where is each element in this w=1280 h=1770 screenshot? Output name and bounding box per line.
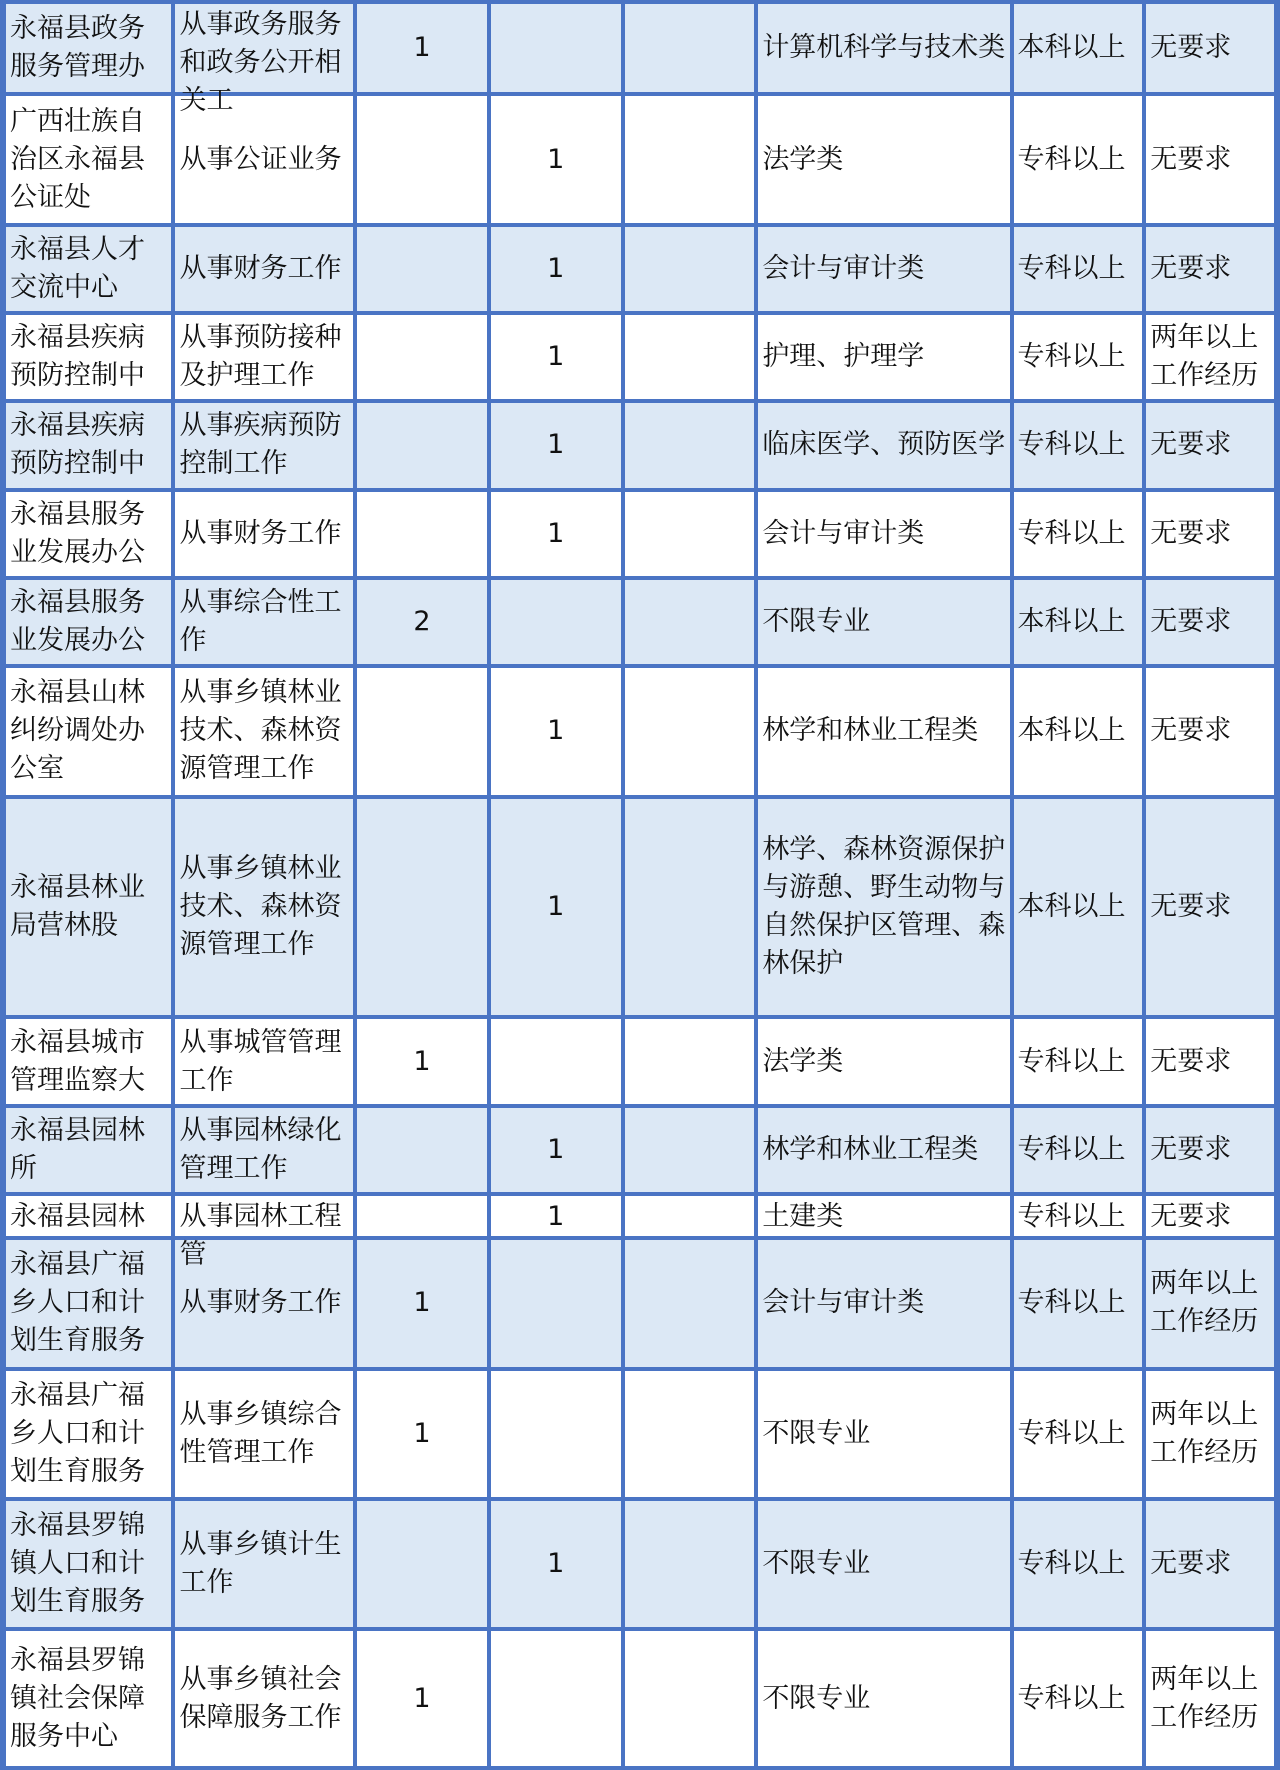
cell-education-text: 专科以上 bbox=[1017, 341, 1126, 373]
table-row bbox=[4, 1369, 1276, 1499]
cell-count-b bbox=[489, 1238, 623, 1368]
cell-experience bbox=[1144, 313, 1276, 401]
cell-count-a bbox=[355, 1194, 489, 1238]
cell-unit bbox=[4, 578, 173, 666]
cell-education-text: 本科以上 bbox=[1017, 715, 1126, 747]
cell-duty-text: 从事乡镇社会保障服务工作 bbox=[179, 1663, 342, 1733]
cell-unit-text: 永福县林业局营林股 bbox=[10, 872, 145, 942]
cell-count-b bbox=[489, 2, 623, 94]
cell-count-a bbox=[355, 797, 489, 1018]
cell-count-c bbox=[623, 1238, 757, 1368]
cell-experience-text: 无要求 bbox=[1150, 1133, 1232, 1165]
cell-education-text: 本科以上 bbox=[1017, 606, 1126, 638]
cell-major-text: 法学类 bbox=[762, 1045, 844, 1077]
cell-count-b bbox=[489, 797, 623, 1018]
cell-major bbox=[756, 666, 1011, 796]
cell-major bbox=[756, 1194, 1011, 1238]
cell-major bbox=[756, 1106, 1011, 1194]
cell-count-b bbox=[489, 1106, 623, 1194]
cell-experience bbox=[1144, 1369, 1276, 1499]
table-row bbox=[4, 401, 1276, 489]
cell-count-c bbox=[623, 490, 757, 578]
cell-unit-text: 永福县园林所 bbox=[10, 1114, 145, 1184]
cell-count-c bbox=[623, 313, 757, 401]
cell-unit bbox=[4, 313, 173, 401]
cell-education bbox=[1012, 2, 1145, 94]
cell-education bbox=[1012, 490, 1145, 578]
cell-major bbox=[756, 797, 1011, 1018]
cell-experience bbox=[1144, 1106, 1276, 1194]
cell-unit bbox=[4, 1106, 173, 1194]
cell-duty-text: 从事乡镇计生工作 bbox=[179, 1529, 342, 1599]
cell-count-a-text: 1 bbox=[413, 1417, 431, 1449]
cell-major bbox=[756, 2, 1011, 94]
cell-duty bbox=[173, 1369, 355, 1499]
cell-duty-text: 从事乡镇综合性管理工作 bbox=[179, 1398, 342, 1468]
cell-count-a bbox=[355, 401, 489, 489]
cell-count-c bbox=[623, 94, 757, 224]
cell-experience-text: 无要求 bbox=[1150, 891, 1232, 923]
cell-count-a bbox=[355, 2, 489, 94]
cell-major-text: 林学和林业工程类 bbox=[762, 1133, 979, 1165]
cell-duty bbox=[173, 797, 355, 1018]
cell-count-c bbox=[623, 1629, 757, 1768]
cell-education bbox=[1012, 1017, 1145, 1105]
cell-duty-text: 从事园林工程管 bbox=[179, 1201, 342, 1271]
cell-count-a bbox=[355, 1499, 489, 1629]
cell-experience bbox=[1144, 1194, 1276, 1238]
cell-count-c bbox=[623, 578, 757, 666]
cell-count-a bbox=[355, 1106, 489, 1194]
cell-count-c bbox=[623, 225, 757, 313]
cell-experience-text: 无要求 bbox=[1150, 1201, 1232, 1233]
cell-count-b-text: 1 bbox=[547, 341, 565, 373]
table-row bbox=[4, 578, 1276, 666]
cell-major-text: 护理、护理学 bbox=[762, 341, 925, 373]
cell-unit bbox=[4, 1017, 173, 1105]
cell-experience bbox=[1144, 797, 1276, 1018]
cell-duty-text: 从事乡镇林业技术、森林资源管理工作 bbox=[179, 853, 342, 961]
table-row bbox=[4, 490, 1276, 578]
cell-count-b-text: 1 bbox=[547, 429, 565, 461]
cell-count-c bbox=[623, 1017, 757, 1105]
cell-major bbox=[756, 94, 1011, 224]
cell-major-text: 会计与审计类 bbox=[762, 1287, 925, 1319]
cell-duty-text: 从事乡镇林业技术、森林资源管理工作 bbox=[179, 677, 342, 785]
cell-unit-text: 永福县疾病预防控制中 bbox=[10, 322, 145, 392]
cell-count-b bbox=[489, 666, 623, 796]
cell-unit-text: 永福县政务服务管理办 bbox=[10, 13, 145, 83]
cell-count-b bbox=[489, 225, 623, 313]
cell-count-a-text: 2 bbox=[413, 606, 431, 638]
cell-count-a bbox=[355, 666, 489, 796]
cell-experience-text: 两年以上工作经历 bbox=[1150, 1663, 1259, 1733]
cell-education-text: 专科以上 bbox=[1017, 1045, 1126, 1077]
cell-count-a-text: 1 bbox=[413, 1045, 431, 1077]
cell-count-c bbox=[623, 797, 757, 1018]
cell-duty bbox=[173, 1194, 355, 1271]
cell-duty bbox=[173, 578, 355, 666]
cell-unit bbox=[4, 797, 173, 1018]
cell-count-a bbox=[355, 1369, 489, 1499]
cell-duty bbox=[173, 2, 355, 117]
cell-unit bbox=[4, 1369, 173, 1499]
cell-education bbox=[1012, 666, 1145, 796]
cell-duty-text: 从事财务工作 bbox=[179, 1287, 342, 1319]
cell-education bbox=[1012, 1238, 1145, 1368]
table-row bbox=[4, 1106, 1276, 1194]
table-row bbox=[4, 1017, 1276, 1105]
table-row bbox=[4, 666, 1276, 796]
cell-unit bbox=[4, 490, 173, 578]
cell-count-b bbox=[489, 490, 623, 578]
cell-unit bbox=[4, 94, 173, 224]
cell-major bbox=[756, 1629, 1011, 1768]
cell-count-a bbox=[355, 313, 489, 401]
cell-duty bbox=[173, 1106, 355, 1194]
cell-education bbox=[1012, 313, 1145, 401]
cell-education-text: 专科以上 bbox=[1017, 1682, 1126, 1714]
cell-experience-text: 无要求 bbox=[1150, 715, 1232, 747]
cell-count-c bbox=[623, 666, 757, 796]
table-row bbox=[4, 1499, 1276, 1629]
cell-count-a bbox=[355, 94, 489, 224]
cell-unit bbox=[4, 225, 173, 313]
cell-education-text: 专科以上 bbox=[1017, 1287, 1126, 1319]
cell-count-b-text: 1 bbox=[547, 891, 565, 923]
cell-unit-text: 永福县人才交流中心 bbox=[10, 233, 145, 303]
cell-duty bbox=[173, 666, 355, 796]
cell-count-b-text: 1 bbox=[547, 1548, 565, 1580]
cell-education-text: 专科以上 bbox=[1017, 1417, 1126, 1449]
cell-count-c bbox=[623, 1106, 757, 1194]
cell-duty-text: 从事公证业务 bbox=[179, 143, 342, 175]
cell-unit-text: 永福县服务业发展办公 bbox=[10, 587, 145, 657]
table-row bbox=[4, 797, 1276, 1018]
cell-major bbox=[756, 225, 1011, 313]
cell-major-text: 临床医学、预防医学 bbox=[762, 429, 1006, 461]
cell-count-a bbox=[355, 225, 489, 313]
cell-major bbox=[756, 401, 1011, 489]
cell-count-b-text: 1 bbox=[547, 1133, 565, 1165]
cell-education bbox=[1012, 1194, 1145, 1238]
cell-education-text: 专科以上 bbox=[1017, 1133, 1126, 1165]
table-body bbox=[4, 2, 1276, 1768]
cell-experience-text: 无要求 bbox=[1150, 1045, 1232, 1077]
cell-unit-text: 永福县罗锦镇社会保障服务中心 bbox=[10, 1644, 145, 1752]
cell-major bbox=[756, 1017, 1011, 1105]
cell-duty bbox=[173, 225, 355, 313]
cell-major-text: 不限专业 bbox=[762, 606, 871, 638]
cell-unit bbox=[4, 2, 173, 94]
cell-count-b bbox=[489, 578, 623, 666]
cell-unit bbox=[4, 1499, 173, 1629]
cell-unit bbox=[4, 1238, 173, 1368]
cell-experience bbox=[1144, 1629, 1276, 1768]
cell-count-b bbox=[489, 94, 623, 224]
cell-major bbox=[756, 1499, 1011, 1629]
cell-experience bbox=[1144, 1499, 1276, 1629]
cell-count-b-text: 1 bbox=[547, 1201, 565, 1233]
cell-major-text: 林学、森林资源保护与游憩、野生动物与自然保护区管理、森林保护 bbox=[762, 834, 1006, 980]
cell-experience bbox=[1144, 1238, 1276, 1368]
table-row bbox=[4, 2, 1276, 94]
cell-count-c bbox=[623, 1499, 757, 1629]
cell-education-text: 专科以上 bbox=[1017, 143, 1126, 175]
cell-count-c bbox=[623, 2, 757, 94]
cell-education-text: 专科以上 bbox=[1017, 252, 1126, 284]
cell-experience bbox=[1144, 666, 1276, 796]
table-row bbox=[4, 1629, 1276, 1768]
cell-duty-text: 从事园林绿化管理工作 bbox=[179, 1114, 342, 1184]
cell-major-text: 不限专业 bbox=[762, 1417, 871, 1449]
cell-education-text: 本科以上 bbox=[1017, 891, 1126, 923]
cell-count-a bbox=[355, 578, 489, 666]
cell-count-a bbox=[355, 1238, 489, 1368]
cell-major-text: 林学和林业工程类 bbox=[762, 715, 979, 747]
cell-experience bbox=[1144, 94, 1276, 224]
cell-experience bbox=[1144, 1017, 1276, 1105]
cell-experience-text: 无要求 bbox=[1150, 517, 1232, 549]
cell-count-c bbox=[623, 401, 757, 489]
cell-count-c bbox=[623, 1194, 757, 1238]
cell-major-text: 会计与审计类 bbox=[762, 517, 925, 549]
cell-count-c bbox=[623, 1369, 757, 1499]
cell-experience-text: 无要求 bbox=[1150, 32, 1232, 64]
cell-major bbox=[756, 490, 1011, 578]
cell-education bbox=[1012, 401, 1145, 489]
cell-unit bbox=[4, 1194, 173, 1238]
cell-experience bbox=[1144, 2, 1276, 94]
cell-major bbox=[756, 578, 1011, 666]
cell-education bbox=[1012, 225, 1145, 313]
cell-count-b bbox=[489, 1017, 623, 1105]
cell-duty-text: 从事综合性工作 bbox=[179, 587, 342, 657]
cell-unit bbox=[4, 666, 173, 796]
cell-experience-text: 无要求 bbox=[1150, 143, 1232, 175]
cell-count-a-text: 1 bbox=[413, 1682, 431, 1714]
cell-unit-text: 永福县广福乡人口和计划生育服务 bbox=[10, 1249, 145, 1357]
cell-major-text: 法学类 bbox=[762, 143, 844, 175]
table-row bbox=[4, 225, 1276, 313]
cell-unit-text: 永福县城市管理监察大 bbox=[10, 1026, 145, 1096]
cell-count-b-text: 1 bbox=[547, 715, 565, 747]
cell-unit-text: 永福县罗锦镇人口和计划生育服务 bbox=[10, 1510, 145, 1618]
cell-education bbox=[1012, 1106, 1145, 1194]
cell-duty-text: 从事疾病预防控制工作 bbox=[179, 410, 342, 480]
cell-experience-text: 无要求 bbox=[1150, 252, 1232, 284]
cell-experience-text: 无要求 bbox=[1150, 606, 1232, 638]
cell-count-a bbox=[355, 490, 489, 578]
cell-count-b bbox=[489, 313, 623, 401]
cell-experience-text: 两年以上工作经历 bbox=[1150, 1268, 1259, 1338]
cell-education bbox=[1012, 797, 1145, 1018]
cell-count-b bbox=[489, 1369, 623, 1499]
cell-duty-text: 从事政务服务和政务公开相关工 bbox=[179, 9, 342, 117]
cell-experience bbox=[1144, 401, 1276, 489]
cell-count-a bbox=[355, 1017, 489, 1105]
cell-experience-text: 无要求 bbox=[1150, 1548, 1232, 1580]
cell-unit bbox=[4, 401, 173, 489]
cell-count-b bbox=[489, 1194, 623, 1238]
cell-major bbox=[756, 1369, 1011, 1499]
cell-unit-text: 永福县山林纠纷调处办公室 bbox=[10, 677, 145, 785]
cell-duty bbox=[173, 490, 355, 578]
cell-count-b bbox=[489, 401, 623, 489]
cell-count-a-text: 1 bbox=[413, 1287, 431, 1319]
cell-major-text: 不限专业 bbox=[762, 1548, 871, 1580]
cell-major-text: 计算机科学与技术类 bbox=[762, 32, 1006, 64]
cell-experience bbox=[1144, 225, 1276, 313]
cell-duty bbox=[173, 1629, 355, 1768]
cell-major bbox=[756, 1238, 1011, 1368]
cell-experience-text: 两年以上工作经历 bbox=[1150, 1398, 1259, 1468]
cell-education-text: 专科以上 bbox=[1017, 1548, 1126, 1580]
cell-education-text: 专科以上 bbox=[1017, 1201, 1126, 1233]
cell-major-text: 不限专业 bbox=[762, 1682, 871, 1714]
cell-education bbox=[1012, 1629, 1145, 1768]
cell-duty-text: 从事财务工作 bbox=[179, 517, 342, 549]
cell-experience bbox=[1144, 578, 1276, 666]
cell-unit-text: 永福县疾病预防控制中 bbox=[10, 410, 145, 480]
cell-unit-text: 永福县园林 bbox=[10, 1201, 145, 1233]
cell-education-text: 本科以上 bbox=[1017, 32, 1126, 64]
cell-education-text: 专科以上 bbox=[1017, 517, 1126, 549]
cell-count-b-text: 1 bbox=[547, 252, 565, 284]
cell-unit bbox=[4, 1629, 173, 1768]
cell-duty-text: 从事预防接种及护理工作 bbox=[179, 322, 342, 392]
cell-count-a bbox=[355, 1629, 489, 1768]
cell-count-b-text: 1 bbox=[547, 517, 565, 549]
cell-major bbox=[756, 313, 1011, 401]
cell-unit-text: 永福县服务业发展办公 bbox=[10, 498, 145, 568]
cell-count-b bbox=[489, 1629, 623, 1768]
cell-duty-text: 从事财务工作 bbox=[179, 252, 342, 284]
cell-unit-text: 永福县广福乡人口和计划生育服务 bbox=[10, 1379, 145, 1487]
cell-duty bbox=[173, 1017, 355, 1105]
cell-duty-text: 从事城管管理工作 bbox=[179, 1026, 342, 1096]
cell-experience-text: 两年以上工作经历 bbox=[1150, 322, 1259, 392]
recruitment-table bbox=[2, 0, 1278, 1770]
cell-education-text: 专科以上 bbox=[1017, 429, 1126, 461]
cell-major-text: 会计与审计类 bbox=[762, 252, 925, 284]
cell-count-b bbox=[489, 1499, 623, 1629]
cell-unit-text: 广西壮族自治区永福县公证处 bbox=[10, 105, 145, 213]
cell-experience-text: 无要求 bbox=[1150, 429, 1232, 461]
cell-duty bbox=[173, 1499, 355, 1629]
cell-count-a-text: 1 bbox=[413, 32, 431, 64]
cell-education bbox=[1012, 1369, 1145, 1499]
cell-major-text: 土建类 bbox=[762, 1201, 844, 1233]
cell-duty bbox=[173, 313, 355, 401]
cell-education bbox=[1012, 94, 1145, 224]
table-row bbox=[4, 313, 1276, 401]
table-row bbox=[4, 1194, 1276, 1238]
cell-education bbox=[1012, 578, 1145, 666]
cell-experience bbox=[1144, 490, 1276, 578]
cell-education bbox=[1012, 1499, 1145, 1629]
cell-count-b-text: 1 bbox=[547, 143, 565, 175]
cell-duty bbox=[173, 401, 355, 489]
